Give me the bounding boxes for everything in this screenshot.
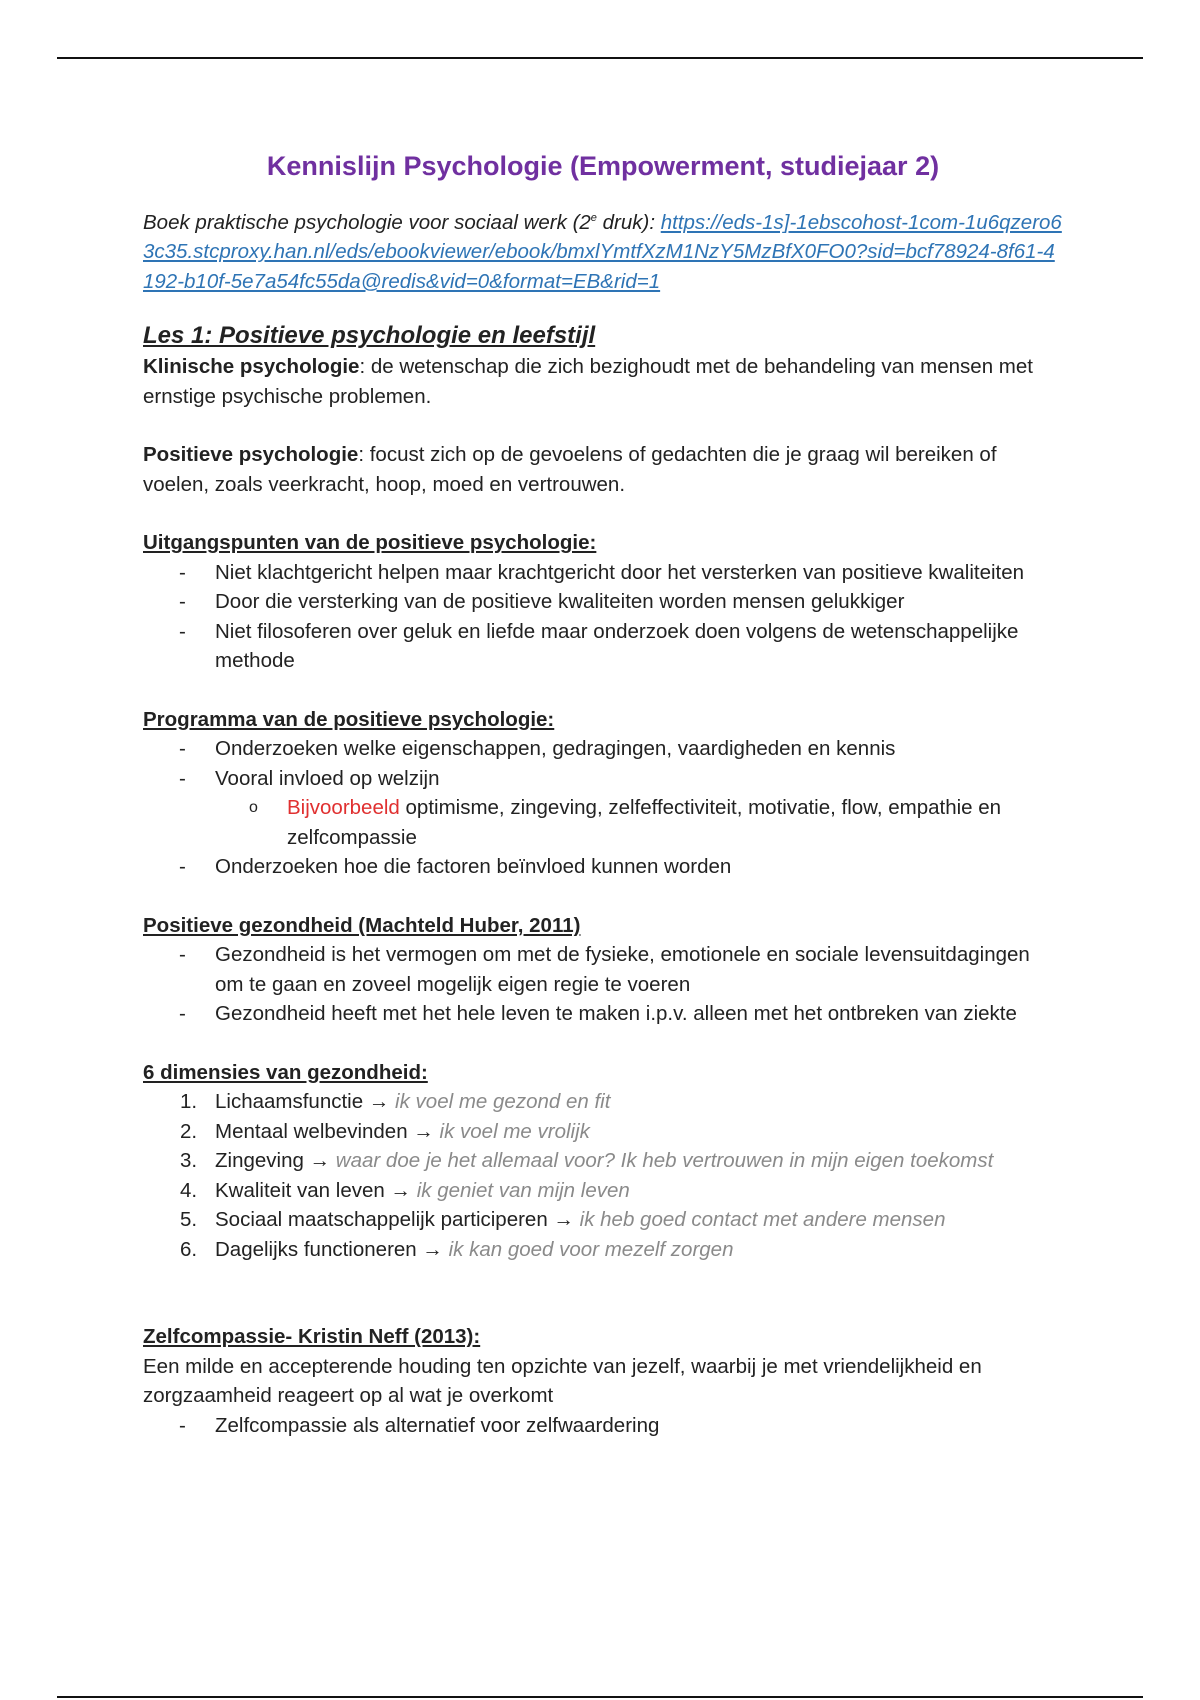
uitgangspunten-list — [143, 558, 1063, 676]
list-item: - Gezondheid is het vermogen om met de fysieke, emotionele en sociale levensuitdagingen om te gaan en zoveel mogelijk eigen regie te voeren — [143, 940, 1063, 999]
top-rule — [57, 57, 1143, 59]
dash-marker: - — [179, 855, 186, 879]
dash-marker: - — [179, 560, 186, 584]
edition-superscript: e — [590, 212, 597, 224]
arrow-icon: → — [309, 1149, 331, 1173]
bottom-rule — [57, 1696, 1143, 1698]
dash-marker: - — [179, 619, 186, 643]
arrow-icon: → — [422, 1237, 443, 1261]
list-item: 5. Sociaal maatschappelijk participeren → ik heb goed contact met andere mensen — [180, 1208, 946, 1232]
programma-sublist — [215, 793, 1063, 852]
programma-list — [143, 734, 1063, 882]
gezondheid-heading: Positieve gezondheid (Machteld Huber, 2011) — [143, 913, 581, 937]
arrow-icon: → — [390, 1178, 411, 1202]
positieve-text: : focust zich op de gevoelens of gedachten die je graag wil bereiken of voelen, zoals veerkracht, hoop, moed en vertrouwen. — [143, 443, 997, 496]
klinische-definition — [143, 352, 1063, 411]
zelfcompassie-text: Een milde en accepterende houding ten opzichte van jezelf, waarbij je met vriendelijkheid en zorgzaamheid reageert op al wat je overkomt — [143, 1354, 982, 1408]
list-item: 1. Lichaamsfunctie → ik voel me gezond en fit — [180, 1090, 611, 1114]
dash-marker: - — [179, 943, 186, 967]
list-item: 2. Mentaal welbevinden → ik voel me vrolijk — [180, 1119, 590, 1143]
list-item: - Onderzoeken hoe die factoren beïnvloed kunnen worden — [143, 852, 1063, 882]
zelfcompassie-list — [143, 1411, 1063, 1441]
uitgangspunten-heading: Uitgangspunten van de positieve psychologie: — [143, 531, 597, 555]
dash-marker: - — [179, 737, 186, 761]
book-reference-text-a: Boek praktische psychologie voor sociaal werk (2 — [143, 210, 591, 234]
gezondheid-list — [143, 940, 1063, 1029]
klinische-term: Klinische psychologie — [143, 355, 360, 379]
programma-heading: Programma van de positieve psychologie: — [143, 707, 555, 731]
dash-marker: - — [179, 1413, 186, 1437]
list-item: 6. Dagelijks functioneren → ik kan goed voor mezelf zorgen — [180, 1237, 734, 1261]
list-item: - Vooral invloed op welzijn o Bijvoorbeeld optimisme, zingeving, zelfeffectiviteit, motivatie, flow, empathie en zelfcompassie — [143, 764, 1063, 853]
list-item: - Door die versterking van de positieve kwaliteiten worden mensen gelukkiger — [143, 587, 1063, 617]
page-title: Kennislijn Psychologie (Empowerment, studiejaar 2) — [266, 151, 940, 181]
list-item: - Zelfcompassie als alternatief voor zelfwaardering — [143, 1411, 1063, 1441]
positieve-term: Positieve psychologie — [143, 443, 359, 467]
circle-marker: o — [249, 799, 258, 817]
dimensies-list — [143, 1087, 1063, 1264]
book-reference-text-b: druk): — [596, 210, 661, 234]
book-reference — [143, 204, 1063, 296]
arrow-icon: → — [368, 1090, 390, 1114]
dash-marker: - — [179, 590, 186, 614]
klinische-text: : de wetenschap die zich bezighoudt met de behandeling van mensen met ernstige psychische problemen. — [143, 355, 1033, 408]
dash-marker: - — [179, 1002, 186, 1026]
bijvoorbeeld-label: Bijvoorbeeld — [287, 796, 400, 820]
arrow-icon: → — [553, 1208, 574, 1232]
list-item: 4. Kwaliteit van leven → ik geniet van mijn leven — [180, 1178, 630, 1202]
dash-marker: - — [179, 766, 186, 790]
zelfcompassie-heading: Zelfcompassie- Kristin Neff (2013): — [143, 1325, 481, 1349]
positieve-definition — [143, 440, 1063, 499]
lesson-1-heading: Les 1: Positieve psychologie en leefstijl — [143, 322, 596, 350]
sub-list-item: o Bijvoorbeeld optimisme, zingeving, zelfeffectiviteit, motivatie, flow, empathie en zelfcompassie — [215, 793, 1063, 852]
dimensies-heading: 6 dimensies van gezondheid: — [143, 1060, 428, 1084]
ebook-link[interactable]: https://eds-1s]-1ebscohost-1com-1u6qzero63c35.stcproxy.han.nl/eds/ebookviewer/ebook/bmxlYmtfXzM1NzY5MzBfX0FO0?sid=bcf78924-8f61-4192-b10f-5e7a54fc55da@redis&vid=0&format=EB&rid=1 — [143, 210, 1062, 293]
document-page — [143, 140, 1063, 1440]
arrow-icon: → — [413, 1119, 434, 1143]
list-item: - Niet filosoferen over geluk en liefde maar onderzoek doen volgens de wetenschappelijke methode — [143, 617, 1063, 676]
list-item: - Gezondheid heeft met het hele leven te maken i.p.v. alleen met het ontbreken van ziekte — [143, 999, 1063, 1029]
list-item: - Niet klachtgericht helpen maar krachtgericht door het versterken van positieve kwaliteiten — [143, 558, 1063, 588]
list-item: - Onderzoeken welke eigenschappen, gedragingen, vaardigheden en kennis — [143, 734, 1063, 764]
list-item: 3. Zingeving → waar doe je het allemaal voor? Ik heb vertrouwen in mijn eigen toekomst — [180, 1149, 994, 1173]
